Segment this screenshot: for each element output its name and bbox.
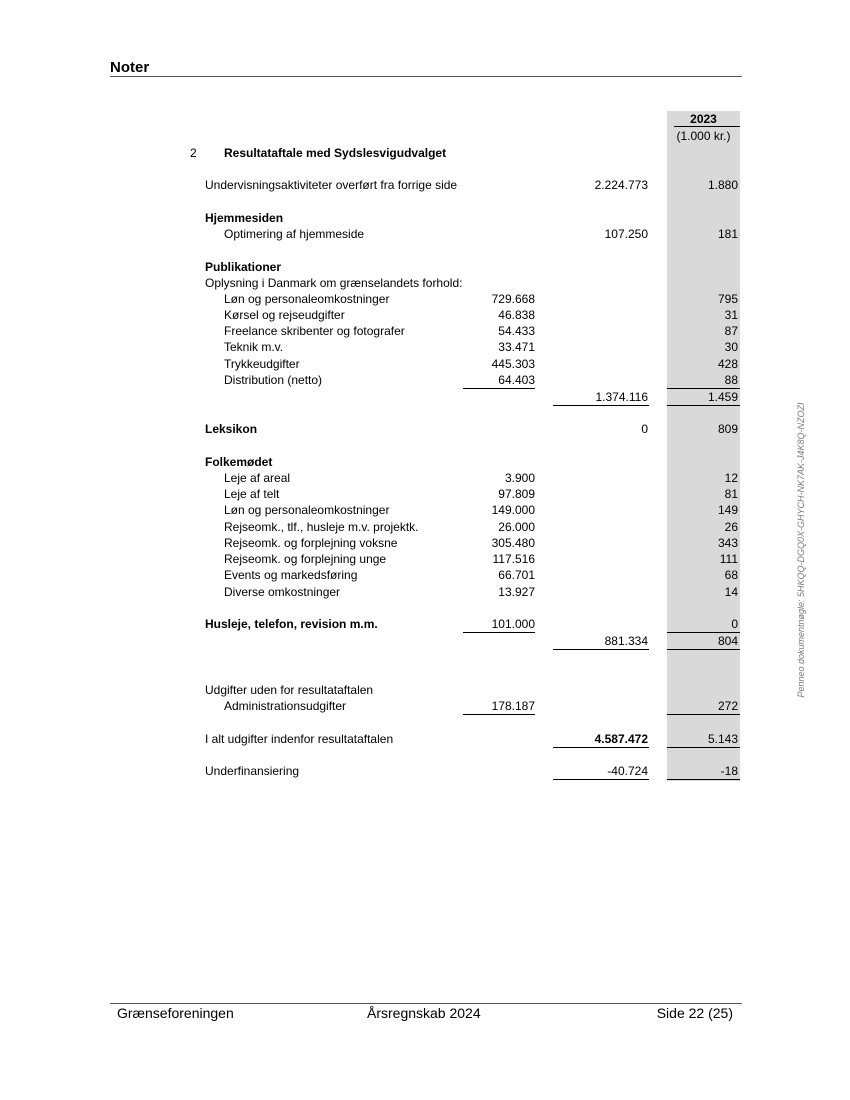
table-row <box>0 585 850 601</box>
amount-detail: 305.480 <box>491 536 535 550</box>
amount-prior: 343 <box>717 536 738 550</box>
footer-page-number: Side 22 (25) <box>656 1005 733 1021</box>
amount-detail: 445.303 <box>491 357 535 371</box>
total-rule <box>667 779 740 780</box>
amount-prior: 795 <box>717 292 738 306</box>
amount-prior: 12 <box>724 471 738 485</box>
subtotal-rule <box>667 632 740 633</box>
amount-current: 0 <box>641 422 648 436</box>
table-row <box>0 520 850 536</box>
group-heading: Publikationer <box>205 260 282 274</box>
row-label: Underfinansiering <box>205 764 300 778</box>
table-row <box>0 617 850 633</box>
amount-prior: 111 <box>719 552 738 566</box>
footer-report-title: Årsregnskab 2024 <box>367 1005 481 1021</box>
amount-detail: 26.000 <box>498 520 535 534</box>
prior-year-header: 2023 <box>690 112 717 126</box>
amount-prior: 0 <box>731 617 738 631</box>
table-row <box>0 211 850 227</box>
header-divider <box>110 76 742 77</box>
subtotal-rule <box>667 388 740 389</box>
row-label: Rejseomk. og forplejning unge <box>224 552 387 566</box>
table-row <box>0 471 850 487</box>
amount-detail: 117.516 <box>492 552 535 566</box>
total-prior: 5.143 <box>707 732 738 746</box>
table-row <box>0 373 850 389</box>
subtotal-current: 1.374.116 <box>595 390 648 404</box>
subtotal-rule <box>667 405 740 406</box>
subtotal-current: 881.334 <box>604 634 648 648</box>
subtotal-rule <box>553 649 649 650</box>
amount-prior: 87 <box>724 324 738 338</box>
amount-prior: 30 <box>724 340 738 354</box>
subtotal-prior: 1.459 <box>707 390 738 404</box>
group-heading: Husleje, telefon, revision m.m. <box>205 617 378 631</box>
footer-organization: Grænseforeningen <box>117 1005 234 1021</box>
amount-detail: 101.000 <box>491 617 535 631</box>
total-current: 4.587.472 <box>594 732 648 746</box>
amount-current: 2.224.773 <box>594 178 648 192</box>
total-rule <box>553 747 649 748</box>
amount-detail: 13.927 <box>498 585 535 599</box>
subtotal-rule <box>553 405 649 406</box>
table-row <box>0 732 850 748</box>
amount-detail: 3.900 <box>504 471 535 485</box>
subtotal-rule <box>463 714 535 715</box>
row-label: Freelance skribenter og fotografer <box>224 324 405 338</box>
row-label: Diverse omkostninger <box>224 585 341 599</box>
year-underline <box>674 126 740 127</box>
amount-prior: 68 <box>724 568 738 582</box>
amount-prior: -18 <box>720 764 738 778</box>
row-label: Trykkeudgifter <box>224 357 300 371</box>
amount-prior: 81 <box>724 487 738 501</box>
row-label: Rejseomk., tlf., husleje m.v. projektk. <box>224 520 419 534</box>
row-label: Undervisningsaktiviteter overført fra forrige side <box>205 178 458 192</box>
table-row <box>0 390 850 406</box>
row-label: Distribution (netto) <box>224 373 323 387</box>
table-row <box>0 568 850 584</box>
amount-current: -40.724 <box>607 764 648 778</box>
row-label: Oplysning i Danmark om grænselandets forhold: <box>205 276 463 290</box>
amount-detail: 66.701 <box>498 568 535 582</box>
amount-detail: 33.471 <box>498 340 535 354</box>
amount-prior: 272 <box>717 699 738 713</box>
total-rule <box>553 779 649 780</box>
page-title: Noter <box>110 59 150 76</box>
subtotal-rule <box>463 388 535 389</box>
amount-prior: 88 <box>724 373 738 387</box>
table-row <box>0 276 850 292</box>
table-row <box>0 634 850 650</box>
table-row <box>0 308 850 324</box>
amount-detail: 149.000 <box>491 503 535 517</box>
table-row <box>0 357 850 373</box>
table-row <box>0 699 850 715</box>
amount-prior: 149 <box>717 503 738 517</box>
subtotal-rule <box>667 649 740 650</box>
row-label: Kørsel og rejseudgifter <box>224 308 345 322</box>
amount-detail: 54.433 <box>498 324 535 338</box>
group-heading: Folkemødet <box>205 455 273 469</box>
table-row <box>0 227 850 243</box>
table-row <box>0 422 850 438</box>
row-label: Optimering af hjemmeside <box>224 227 365 241</box>
amount-detail: 64.403 <box>498 373 535 387</box>
row-label: Løn og personaleomkostninger <box>224 503 390 517</box>
row-label: Rejseomk. og forplejning voksne <box>224 536 398 550</box>
table-row <box>0 178 850 194</box>
amount-prior: 181 <box>717 227 738 241</box>
amount-prior: 26 <box>724 520 738 534</box>
row-label: Leje af telt <box>224 487 280 501</box>
table-row <box>0 260 850 276</box>
amount-detail: 178.187 <box>491 699 535 713</box>
penneo-watermark: Penneo dokumentnøgle: 5HKQQ-DGQ0X-GHYCH-NK7AK-J4K8Q-NZOZI <box>796 402 806 698</box>
amount-detail: 729.668 <box>491 292 535 306</box>
table-row <box>0 455 850 471</box>
row-label: Teknik m.v. <box>224 340 284 354</box>
subtotal-rule <box>463 632 535 633</box>
amount-prior: 1.880 <box>707 178 738 192</box>
amount-prior: 14 <box>724 585 738 599</box>
unit-label: (1.000 kr.) <box>676 129 731 143</box>
amount-prior: 809 <box>717 422 738 436</box>
table-row <box>0 764 850 780</box>
amount-detail: 97.809 <box>498 487 535 501</box>
table-row <box>0 552 850 568</box>
subtotal-rule <box>667 714 740 715</box>
row-label: I alt udgifter indenfor resultataftalen <box>205 732 394 746</box>
row-label: Udgifter uden for resultataftalen <box>205 683 374 697</box>
table-row <box>0 536 850 552</box>
amount-current: 107.250 <box>604 227 648 241</box>
group-heading: Hjemmesiden <box>205 211 284 225</box>
table-row <box>0 503 850 519</box>
row-label: Løn og personaleomkostninger <box>224 292 390 306</box>
row-label: Leje af areal <box>224 471 291 485</box>
group-heading: Leksikon <box>205 422 258 436</box>
amount-prior: 428 <box>717 357 738 371</box>
note-number: 2 <box>190 146 197 160</box>
total-rule <box>667 747 740 748</box>
table-row <box>0 340 850 356</box>
table-row <box>0 292 850 308</box>
amount-detail: 46.838 <box>498 308 535 322</box>
table-row <box>0 683 850 699</box>
table-row <box>0 324 850 340</box>
row-label: Administrationsudgifter <box>224 699 347 713</box>
amount-prior: 31 <box>724 308 738 322</box>
row-label: Events og markedsføring <box>224 568 358 582</box>
subtotal-prior: 804 <box>717 634 738 648</box>
note-title: Resultataftale med Sydslesvigudvalget <box>224 146 447 160</box>
table-row <box>0 487 850 503</box>
footer-divider <box>110 1003 742 1004</box>
